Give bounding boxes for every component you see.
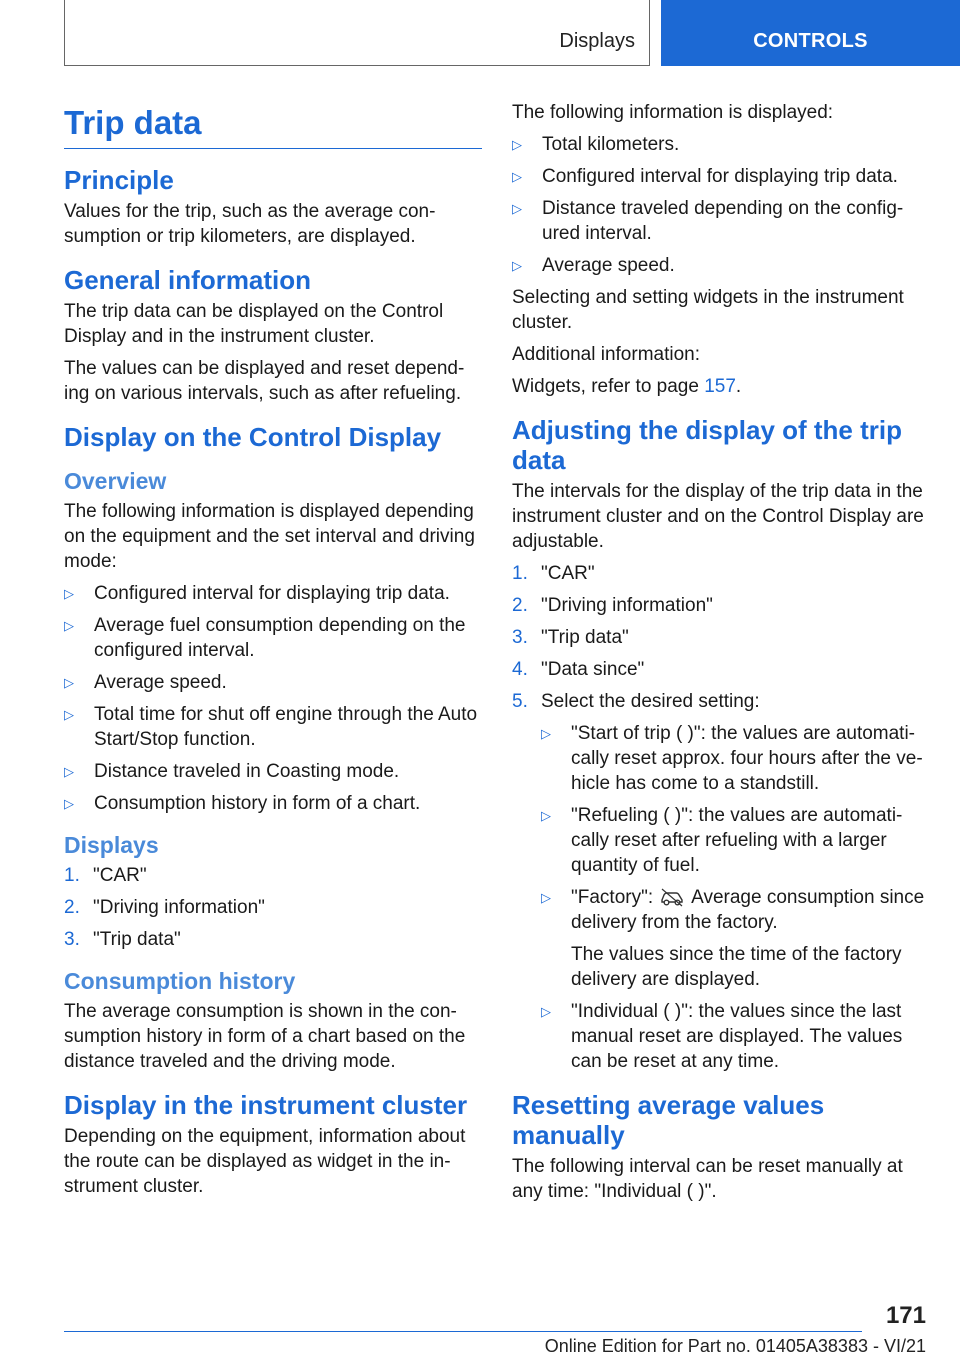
setting-option: ▷ "Start of trip ( )": the values are automati-cally reset approx. four hours after the ve-hicle has come to a standstill.	[541, 723, 923, 794]
step-number: 1.	[64, 865, 80, 886]
step-item: 2. "Driving information"	[512, 595, 713, 616]
list-item: ▷ Distance traveled depending on the config-ured interval.	[512, 198, 904, 244]
info-intro: The following information is displayed:	[512, 102, 834, 123]
displays-heading: Displays	[64, 832, 159, 858]
right-column	[512, 100, 932, 1211]
step-item: 2. "Driving information"	[64, 897, 265, 918]
list-item: ▷ Total kilometers.	[512, 134, 680, 155]
list-item: ▷ Average speed.	[512, 255, 675, 276]
general-paragraph-1: The trip data can be displayed on the Control Display and in the instrument cluster.	[64, 301, 444, 347]
triangle-bullet-icon: ▷	[64, 796, 74, 811]
adjust-steps	[512, 561, 932, 714]
triangle-bullet-icon: ▷	[64, 586, 74, 601]
step-number: 5.	[512, 691, 528, 712]
triangle-bullet-icon: ▷	[512, 137, 522, 152]
triangle-bullet-icon: ▷	[512, 258, 522, 273]
footer-divider	[64, 1331, 862, 1332]
step-number: 3.	[64, 929, 80, 950]
adjust-display-heading: Adjusting the display of the trip data	[512, 415, 902, 475]
title-divider	[64, 148, 482, 149]
general-paragraph-2: The values can be displayed and reset depend-ing on various intervals, such as after refueling.	[64, 358, 465, 404]
header-section-box	[64, 0, 650, 66]
step-number: 2.	[512, 595, 528, 616]
step-item: 1. "CAR"	[512, 563, 595, 584]
left-column	[64, 100, 482, 1206]
list-item: ▷ Total time for shut off engine through the Auto Start/Stop function.	[64, 704, 478, 750]
setting-option: ▷ "Individual ( )": the values since the last manual reset are displayed. The values can be reset at any time.	[541, 1001, 903, 1072]
triangle-bullet-icon: ▷	[64, 675, 74, 690]
step-item: 4. "Data since"	[512, 659, 645, 680]
car-icon	[659, 887, 685, 907]
page-title: Trip data	[64, 104, 202, 141]
list-item: ▷ Consumption history in form of a chart.	[64, 793, 421, 814]
instrument-cluster-heading: Display in the instrument cluster	[64, 1090, 468, 1120]
list-item: ▷ Distance traveled in Coasting mode.	[64, 761, 400, 782]
header-chapter-title: CONTROLS	[753, 30, 868, 52]
step-item: 3. "Trip data"	[64, 929, 181, 950]
factory-note: The values since the time of the factory delivery are displayed.	[571, 944, 902, 990]
triangle-bullet-icon: ▷	[541, 1004, 551, 1019]
general-heading: General information	[64, 265, 312, 295]
list-item: ▷ Configured interval for displaying trip data.	[64, 583, 450, 604]
info-list	[512, 132, 932, 278]
overview-list	[64, 581, 482, 816]
additional-info-label: Additional information:	[512, 344, 700, 365]
reset-text: The following interval can be reset manually at any time: "Individual ( )".	[512, 1156, 903, 1202]
triangle-bullet-icon: ▷	[64, 707, 74, 722]
principle-text: Values for the trip, such as the average con-sumption or trip kilometers, are displayed.	[64, 201, 436, 247]
triangle-bullet-icon: ▷	[64, 764, 74, 779]
step-number: 3.	[512, 627, 528, 648]
setting-option: ▷ "Factory": Average consumption since delivery from the factory.	[541, 887, 925, 933]
header-section-title: Displays	[559, 30, 635, 52]
overview-text: The following information is displayed depending on the equipment and the set interval and driving mode:	[64, 501, 475, 572]
setting-options-list-2	[541, 999, 932, 1074]
list-item: ▷ Average fuel consumption depending on the configured interval.	[64, 615, 466, 661]
triangle-bullet-icon: ▷	[512, 169, 522, 184]
triangle-bullet-icon: ▷	[64, 618, 74, 633]
step-item: 5. Select the desired setting:	[512, 691, 760, 712]
setting-options-list	[541, 721, 932, 935]
overview-heading: Overview	[64, 468, 167, 494]
setting-option: ▷ "Refueling ( )": the values are automati-cally reset after refueling with a larger quantity of fuel.	[541, 805, 903, 876]
triangle-bullet-icon: ▷	[541, 808, 551, 823]
page-link[interactable]: 157	[704, 376, 736, 397]
adjust-display-text: The intervals for the display of the trip data in the instrument cluster and on the Control Display are adjustable.	[512, 481, 924, 552]
displays-steps	[64, 863, 482, 952]
triangle-bullet-icon: ▷	[541, 890, 551, 905]
consumption-history-heading: Consumption history	[64, 968, 296, 994]
triangle-bullet-icon: ▷	[512, 201, 522, 216]
widgets-text: Selecting and setting widgets in the instrument cluster.	[512, 287, 904, 333]
page-number: 171	[885, 1302, 926, 1329]
list-item: ▷ Configured interval for displaying trip data.	[512, 166, 898, 187]
instrument-cluster-text: Depending on the equipment, information about the route can be displayed as widget in the in-strument cluster.	[64, 1126, 466, 1197]
step-number: 1.	[512, 563, 528, 584]
step-number: 4.	[512, 659, 528, 680]
widgets-reference: Widgets, refer to page 157.	[512, 376, 742, 397]
header-chapter-box	[661, 0, 960, 66]
step-item: 1. "CAR"	[64, 865, 147, 886]
step-number: 2.	[64, 897, 80, 918]
reset-heading: Resetting average values manually	[512, 1090, 825, 1150]
triangle-bullet-icon: ▷	[541, 726, 551, 741]
control-display-heading: Display on the Control Display	[64, 422, 442, 452]
step-item: 3. "Trip data"	[512, 627, 629, 648]
principle-heading: Principle	[64, 165, 174, 195]
list-item: ▷ Average speed.	[64, 672, 227, 693]
footer-edition: Online Edition for Part no. 01405A38383 - VI/21	[544, 1336, 926, 1356]
consumption-history-text: The average consumption is shown in the con-sumption history in form of a chart based on the distance traveled and the driving mode.	[64, 1001, 466, 1072]
